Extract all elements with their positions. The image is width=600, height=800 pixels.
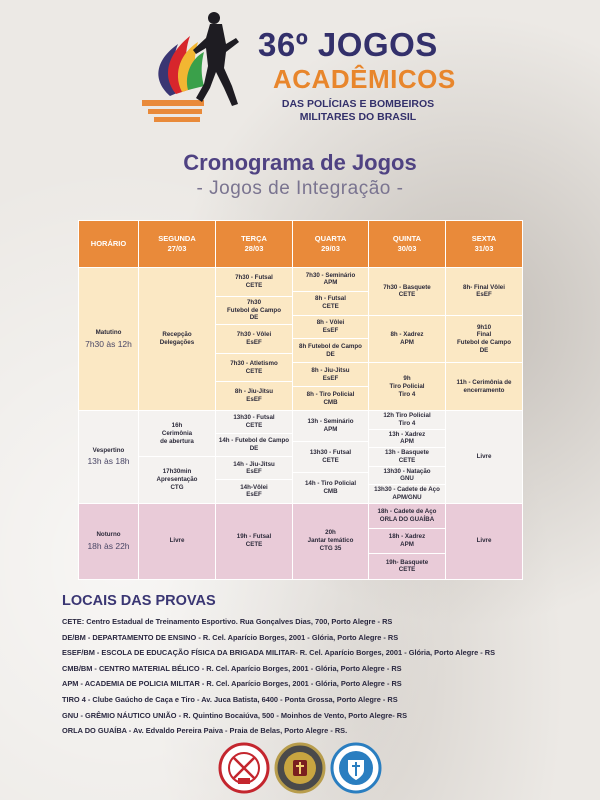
event-line: 13h30 - Futsal [309, 448, 352, 456]
schedule-table [78, 220, 523, 580]
event-line: 11h - Cerimônia de [456, 378, 512, 386]
event-line: DE [326, 350, 335, 358]
day-date: 29/03 [321, 244, 340, 253]
locais-item: GNU - GRÊMIO NÁUTICO UNIÃO - R. Quintino Bocaiúva, 500 - Moinhos de Vento, Porto Alegre- RS [62, 710, 408, 720]
cell-vespertino-quinta [369, 411, 446, 504]
event-line: CTG 35 [319, 544, 342, 552]
event-line: EsEF [246, 468, 262, 476]
event-line: de abertura [160, 437, 194, 445]
event-line: DE [249, 314, 259, 322]
event-slot [139, 457, 215, 502]
event-line: CETE [245, 281, 263, 289]
event-line: EsEF [246, 491, 262, 499]
cell-vespertino-sexta [446, 411, 523, 504]
event-slot [216, 297, 292, 326]
event-line: 13h - Basquete [384, 449, 429, 456]
event-line: 13h30 - Futsal [233, 414, 275, 422]
row-noturno [79, 503, 523, 579]
academia-policia-seal-icon [330, 742, 382, 794]
event-line: Tiro Policial [389, 382, 425, 390]
cell-matutino-quinta [369, 268, 446, 411]
event-slot [369, 448, 445, 467]
event-slot [216, 411, 292, 434]
event-line: 14h-Vôlei [240, 483, 268, 491]
event-line: encerramento [463, 386, 505, 394]
locais-item: CMB/BM - CENTRO MATERIAL BÉLICO - R. Cel. Aparício Borges, 2001 - Glória, Porto Alegre - RS [62, 663, 402, 673]
header-horario-label: HORÁRIO [90, 238, 127, 248]
event-line: 7h30 - Basquete [383, 283, 431, 291]
event-line: Futebol de Campo [457, 339, 511, 346]
event-line: 18h - Cadete de Aço [377, 507, 437, 515]
day-label: TERÇA [241, 233, 267, 243]
cell-vespertino-quarta [293, 411, 369, 504]
day-date: 28/03 [244, 244, 264, 253]
event-line: 14h - Jiu-Jitsu [233, 460, 275, 468]
row-vespertino [79, 411, 523, 504]
event-line: APM [400, 438, 414, 446]
locais-item: APM - ACADEMIA DE POLICIA MILITAR - R. Cel. Aparício Borges, 2001 - Glória, Porto Alegre - RS [62, 679, 402, 689]
event-slot [216, 354, 292, 383]
cell-matutino-terca [216, 268, 293, 411]
event-subtitle-line1: DAS POLÍCIAS E BOMBEIROS [281, 98, 435, 110]
cell-noturno-terca [216, 503, 293, 579]
event-line: Tiro 4 [398, 390, 416, 398]
military-crest-seal-icon [274, 742, 326, 794]
event-slot [369, 411, 445, 430]
event-line: ORLA DO GUAÍBA [379, 515, 435, 523]
cell-matutino-sexta [446, 268, 523, 411]
event-slot [216, 434, 292, 457]
event-line: 7h30 - Vôlei [236, 331, 272, 339]
event-line: EsEF [322, 327, 339, 335]
row-matutino [79, 268, 523, 411]
event-line: CETE [245, 541, 263, 548]
event-slot [446, 316, 522, 364]
event-line: CETE [245, 422, 263, 430]
header-horario [79, 221, 139, 268]
locais-title: LOCAIS DAS PROVAS [62, 593, 216, 609]
locais-item: DE/BM - DEPARTAMENTO DE ENSINO - R. Cel. Aparício Borges, 2001 - Glória, Porto Alegre - RS [62, 632, 399, 642]
locais-item: ORLA DO GUAÍBA - Av. Edvaldo Pereira Paiva - Praia de Belas, Porto Alegre - RS. [62, 726, 348, 736]
day-date: 31/03 [474, 244, 494, 253]
header-sexta [446, 221, 523, 268]
event-line: GNU [400, 475, 414, 483]
event-line: APM/GNU [392, 493, 422, 501]
event-slot [446, 363, 522, 410]
event-line: EsEF [246, 396, 262, 404]
event-slot [293, 387, 368, 410]
event-line: CETE [398, 456, 416, 464]
day-label: SEXTA [471, 233, 497, 243]
event-slot [446, 268, 522, 316]
event-line: 9h10 [476, 323, 492, 331]
header-quinta [369, 221, 446, 268]
schedule-title: Cronograma de Jogos [183, 150, 417, 175]
event-line: EsEF [322, 374, 339, 382]
event-header [140, 8, 470, 138]
event-line: 7h30 [246, 298, 262, 306]
torch-athlete-logo-icon [140, 8, 250, 128]
event-slot [293, 316, 368, 340]
event-line: 13h - Seminário [307, 418, 354, 426]
event-line: Apresentação [156, 476, 198, 483]
event-line: CETE [322, 303, 339, 311]
locais-list [62, 614, 552, 739]
event-slot [216, 480, 292, 502]
event-line: Tiro 4 [398, 419, 416, 427]
event-line: 13h30 - Natação [383, 467, 431, 475]
locais-item: ESEF/BM - ESCOLA DE EDUCAÇÃO FÍSICA DA BRIGADA MILITAR- R. Cel. Aparício Borges, 2001 - Glória, Porto Alegre - RS [62, 648, 496, 658]
cell-vespertino-segunda [139, 411, 216, 504]
event-line: DE [249, 445, 259, 453]
event-slot [369, 467, 445, 486]
period-time: 13h às 18h [87, 456, 130, 467]
event-slot [293, 442, 368, 473]
schedule-header-row [79, 221, 523, 268]
schedule-subtitle: - Jogos de Integração - [196, 178, 404, 199]
event-slot [293, 292, 368, 316]
event-line: 8h - Xadrez [390, 331, 424, 339]
event-line: CETE [398, 291, 416, 299]
event-line: CMB [323, 487, 338, 495]
cell-matutino-segunda [139, 268, 216, 411]
event-line: Jantar temático [307, 537, 354, 545]
event-slot [139, 411, 215, 457]
event-slot [369, 316, 445, 364]
event-line: 8h - Vôlei [316, 319, 345, 327]
day-date: 30/03 [397, 244, 417, 253]
event-line: Livre [476, 452, 492, 460]
cell-noturno-sexta [446, 503, 523, 579]
event-line: EsEF [476, 291, 492, 299]
event-slot [369, 363, 445, 410]
event-line: CMB [323, 398, 338, 406]
period-label: Vespertino [92, 446, 125, 454]
event-line: APM [323, 425, 338, 433]
event-subtitle-line2: MILITARES DO BRASIL [299, 111, 417, 123]
period-label: Matutino [95, 328, 122, 336]
event-line: Cerimônia [161, 429, 193, 437]
cell-noturno-quarta [293, 503, 369, 579]
brigada-militar-seal-icon [218, 742, 270, 794]
event-line: 18h - Xadrez [388, 533, 426, 541]
day-date: 27/03 [167, 244, 187, 253]
event-line: 9h [403, 375, 411, 383]
event-line: Recepção [162, 331, 192, 339]
cell-noturno-segunda [139, 503, 216, 579]
cell-matutino-quarta [293, 268, 369, 411]
event-slot [369, 485, 445, 503]
event-slot [369, 504, 445, 529]
period-matutino [79, 268, 139, 411]
event-title-line1: 36º JOGOS [258, 26, 438, 63]
day-label: QUARTA [314, 233, 347, 243]
period-time: 18h às 22h [87, 540, 130, 551]
event-line: CETE [245, 367, 263, 375]
event-line: CTG [170, 483, 184, 491]
event-title-line2: ACADÊMICOS [273, 64, 456, 94]
event-line: 14h - Tiro Policial [304, 479, 357, 487]
event-slot [369, 430, 445, 449]
event-slot [216, 457, 292, 480]
period-time: 7h30 às 12h [85, 338, 132, 349]
event-line: 7h30 - Futsal [235, 274, 273, 282]
header-segunda [139, 221, 216, 268]
event-slot [293, 411, 368, 442]
event-line: APM [400, 540, 414, 548]
event-line: 8h- Final Vôlei [463, 283, 505, 291]
locais-item: TIRO 4 - Clube Gaúcho de Caça e Tiro - Av. Juca Batista, 6400 - Ponta Grossa, Porto Alegre - RS [62, 694, 398, 704]
event-line: Futebol de Campo [227, 306, 281, 314]
event-line: 7h30 - Seminário [305, 271, 356, 279]
event-line: 8h - Tiro Policial [306, 390, 355, 398]
event-line: 8h - Jiu-Jitsu [311, 366, 350, 374]
event-line: APM [323, 279, 338, 287]
institution-seals [218, 742, 382, 798]
event-slot [216, 268, 292, 297]
event-line: 19h- Basquete [385, 558, 429, 566]
event-line: 8h - Jiu-Jitsu [234, 388, 274, 396]
event-line: 8h Futebol de Campo [299, 343, 362, 351]
event-line: 14h - Futebol de Campo [218, 437, 290, 445]
event-line: 7h30 - Atletismo [230, 359, 278, 367]
event-slot [293, 339, 368, 363]
event-line: 19h - Futsal [236, 533, 272, 541]
day-label: SEGUNDA [158, 233, 196, 243]
header-quarta [293, 221, 369, 268]
cell-vespertino-terca [216, 411, 293, 504]
event-slot [369, 268, 445, 316]
event-line: Livre [476, 537, 492, 545]
event-line: DE [479, 346, 489, 354]
period-label: Noturno [96, 530, 121, 538]
period-vespertino [79, 411, 139, 504]
event-line: 13h - Xadrez [388, 430, 426, 438]
event-line: 20h [325, 529, 336, 537]
event-line: CETE [398, 566, 416, 574]
event-slot [293, 473, 368, 503]
event-slot [369, 554, 445, 578]
event-line: 17h30min [162, 468, 192, 476]
event-line: CETE [322, 456, 339, 464]
cell-noturno-quinta [369, 503, 446, 579]
day-label: QUINTA [392, 233, 422, 243]
event-slot [216, 382, 292, 410]
period-noturno [79, 503, 139, 579]
event-line: 12h Tiro Policial [383, 412, 431, 419]
event-line: 16h [171, 422, 183, 429]
event-slot [293, 363, 368, 387]
locais-item: CETE: Centro Estadual de Treinamento Esportivo. Rua Gonçalves Dias, 700, Porto Alegre - RS [62, 617, 393, 626]
event-line: 13h30 - Cadete de Aço [374, 486, 440, 493]
event-slot [293, 268, 368, 292]
event-line: EsEF [246, 338, 262, 346]
header-terca [216, 221, 293, 268]
event-line: Final [476, 331, 492, 339]
event-line: Delegações [159, 339, 195, 346]
event-slot [216, 325, 292, 354]
event-slot [369, 529, 445, 554]
event-line: Livre [169, 537, 185, 545]
event-line: 8h - Futsal [315, 295, 346, 303]
event-line: APM [400, 339, 414, 346]
